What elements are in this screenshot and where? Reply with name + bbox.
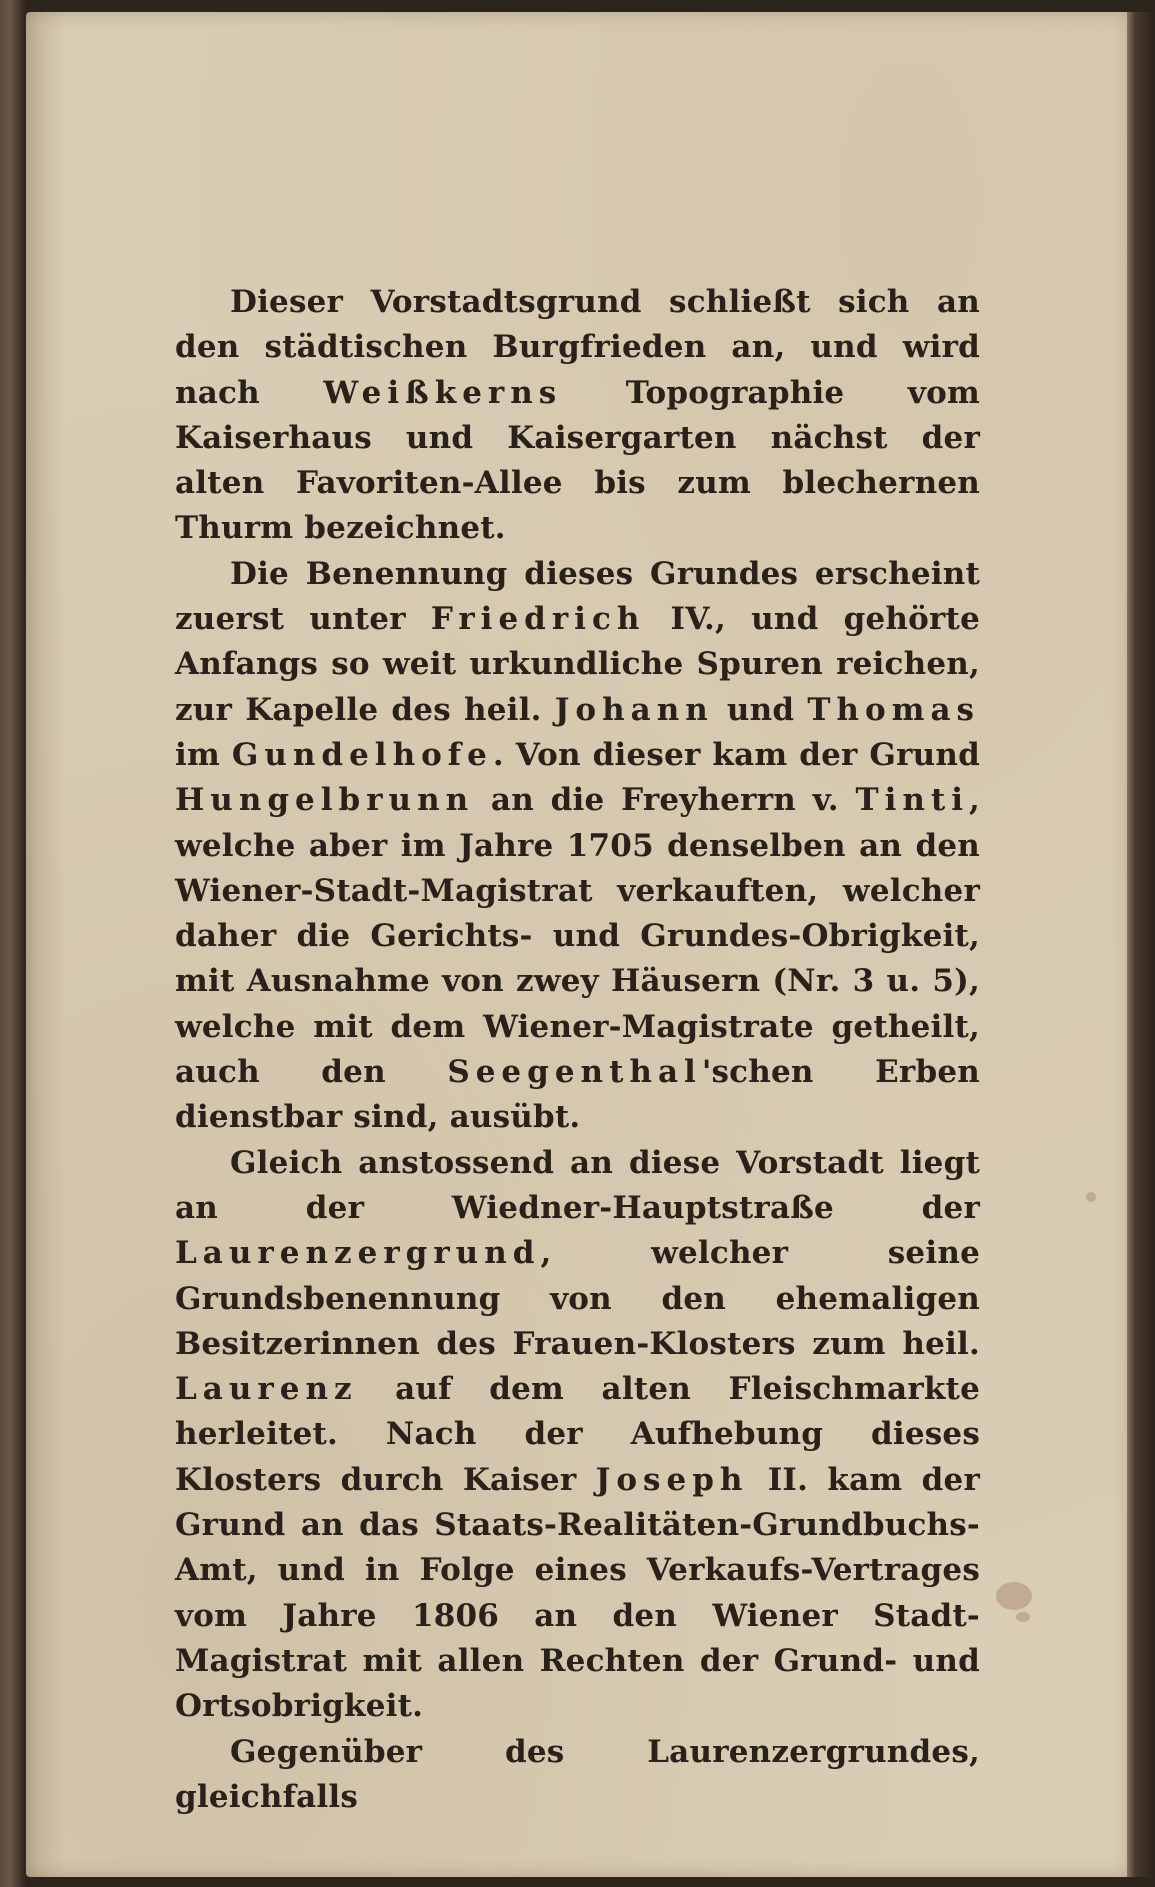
spaced-name: Johann xyxy=(554,691,714,728)
spaced-name: Laurenzergrund xyxy=(175,1235,541,1272)
page-stain xyxy=(1016,1612,1030,1622)
page-stain xyxy=(1086,1192,1096,1202)
paragraph-2: Die Benennung dieses Grundes erscheint zuerst unter Friedrich IV., und gehörte Anfangs so weit urkundliche Spuren reichen, zur Kapelle des heil. Johann und Thomas im Gundelhofe. Von dieser kam der Grund Hungelbrunn an die Freyherrn v. Tinti, welche aber im Jahre 1705 denselben an den Wiener-Stadt-Magistrat verkauften, welcher daher die Gerichts- und Grundes-Obrigkeit, mit Ausnahme von zwey Häusern (Nr. 3 u. 5), welche mit dem Wiener-Magistrate getheilt, auch den Seegenthal'schen Erben dienstbar sind, ausübt. xyxy=(175,555,980,1136)
spaced-name: Friedrich xyxy=(430,601,646,638)
spaced-name: Weißkerns xyxy=(323,374,563,411)
paragraph-4: Gegenüber des Laurenzergrundes, gleichfalls xyxy=(175,1733,980,1815)
paragraph-1: Dieser Vorstadtsgrund schließt sich an den städtischen Burgfrieden an, und wird nach Weißkerns Topographie vom Kaiserhaus und Kaisergarten nächst der alten Favoriten-Allee bis zum blechernen Thurm bezeichnet. xyxy=(175,284,980,547)
spaced-name: Laurenz xyxy=(175,1371,358,1408)
spaced-name: Joseph xyxy=(595,1461,749,1498)
paragraph-3: Gleich anstossend an diese Vorstadt liegt an der Wiedner-Hauptstraße der Laurenzergrund, welcher seine Grundsbenennung von den ehemaligen Besitzerinnen des Frauen-Klosters zum heil. Laurenz auf dem alten Fleischmarkte herleitet. Nach der Aufhebung dieses Klosters durch Kaiser Joseph II. kam der Grund an das Staats-Realitäten-Grundbuchs-Amt, und in Folge eines Verkaufs-Vertrages vom Jahre 1806 an den Wiener Stadt-Magistrat mit allen Rechten der Grund- und Ortsobrigkeit. xyxy=(175,1144,981,1725)
page-text xyxy=(175,280,980,1820)
spaced-name: Seegenthal xyxy=(447,1054,702,1091)
spaced-name: Thomas xyxy=(807,691,980,728)
page-gutter-edge xyxy=(1127,12,1155,1877)
page-stain xyxy=(996,1582,1032,1610)
spaced-name: Gundelhofe xyxy=(231,736,493,773)
spaced-name: Tinti xyxy=(855,782,969,819)
spaced-name: Hungelbrunn xyxy=(175,782,475,819)
